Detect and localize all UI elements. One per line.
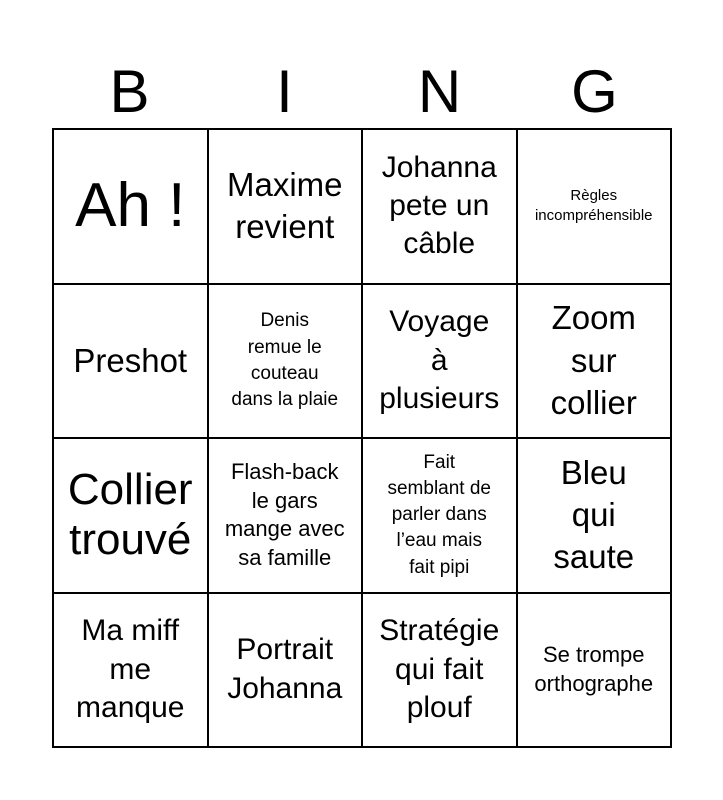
bingo-cell[interactable] [518,285,673,440]
bingo-cell[interactable] [518,439,673,594]
header-letter-i: I [276,58,293,125]
bingo-cell[interactable] [363,130,518,285]
cell-text: Bleu qui saute [553,453,635,576]
cell-text: Se trompe orthographe [534,642,654,696]
cell-text: Maxime revient [226,166,343,246]
cell-text: Ma miff me manque [76,614,185,724]
cell-text: Voyage à plusieurs [379,305,500,415]
cell-text: Règles incompréhensible [534,187,653,225]
bingo-cell[interactable] [209,439,364,594]
bingo-cell[interactable] [54,439,209,594]
cell-text: Fait semblant de parler dans l’eau mais fait pipi [387,451,491,578]
header-letter-n: N [417,58,462,125]
cell-text: Stratégie qui fait plouf [379,614,500,724]
header-letter-b: B [109,58,150,125]
bingo-cell[interactable] [518,130,673,285]
cell-text: Preshot [73,341,188,379]
cell-text: Flash-back le gars mange avec sa famille [224,459,345,570]
cell-text: Collier trouvé [67,464,193,565]
bingo-cell[interactable] [209,285,364,440]
cell-text: Denis remue le couteau dans la plaie [231,310,339,410]
bingo-cell[interactable] [363,594,518,749]
bingo-cell[interactable] [209,130,364,285]
cell-text: Zoom sur collier [550,299,637,421]
bingo-header [52,58,672,126]
bingo-cell[interactable] [54,130,209,285]
cell-text: Portrait Johanna [227,633,343,705]
bingo-card [52,128,672,748]
header-letter-g: G [571,58,618,125]
bingo-cell[interactable] [209,594,364,749]
bingo-cell[interactable] [363,285,518,440]
cell-text: Ah ! [75,171,186,241]
bingo-cell[interactable] [363,439,518,594]
bingo-cell[interactable] [54,285,209,440]
bingo-cell[interactable] [54,594,209,749]
cell-text: Johanna pete un câble [381,150,497,261]
bingo-cell[interactable] [518,594,673,749]
